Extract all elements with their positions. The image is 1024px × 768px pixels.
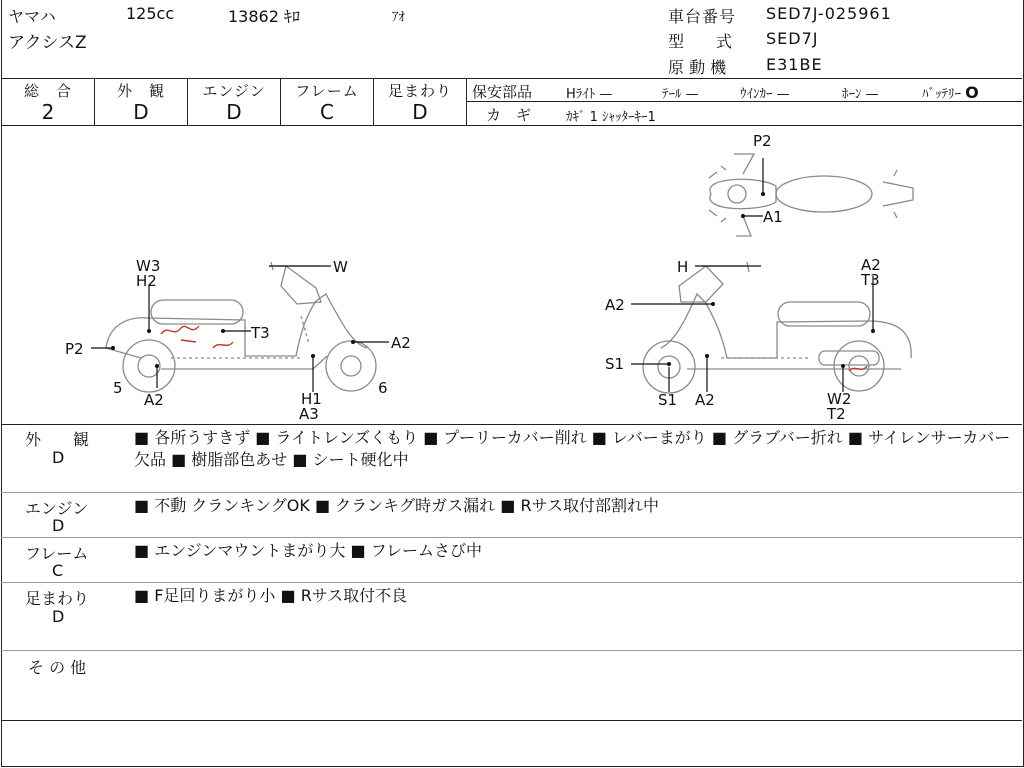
safety-label: 保安部品 xyxy=(472,83,533,101)
label-top-a1: A1 xyxy=(763,208,783,226)
divider xyxy=(1,424,1022,425)
model-name: アクシスZ xyxy=(8,33,87,53)
suspension-grade-label: 足まわり xyxy=(387,82,452,100)
mileage-value: 13862 xyxy=(228,7,279,26)
top-view-body xyxy=(776,176,872,212)
engine-grade: D xyxy=(226,100,242,124)
battery-value: O xyxy=(965,83,979,102)
label-left-5: 5 xyxy=(113,379,123,397)
label-left-a2-right: A2 xyxy=(391,334,411,352)
type-value: SED7J xyxy=(766,29,819,48)
divider xyxy=(1,78,1022,79)
taillight-label: ﾃｰﾙ xyxy=(662,87,682,102)
label-right-s1-bottom: S1 xyxy=(658,391,678,409)
headlight-label: Hﾗｲﾄ xyxy=(566,87,596,102)
winker xyxy=(740,83,790,102)
note-frame-label: フレーム xyxy=(25,544,89,563)
note-exterior-grade: D xyxy=(52,448,65,467)
note-other-label: そ の 他 xyxy=(28,658,87,677)
label-right-t3: T3 xyxy=(861,271,880,289)
displacement: 125cc xyxy=(126,4,175,23)
label-right-a2-bottom: A2 xyxy=(695,391,715,409)
label-right-a2-left: A2 xyxy=(605,296,625,314)
label-right-w2: W2 xyxy=(827,390,852,408)
chassis-value: SED7J-025961 xyxy=(766,4,892,23)
label-right-t2: T2 xyxy=(827,405,846,423)
left-front-wheel xyxy=(326,341,376,391)
note-engine-grade: D xyxy=(52,516,65,535)
winker-value: — xyxy=(776,87,790,102)
label-top-p2: P2 xyxy=(753,132,772,150)
exterior-grade: D xyxy=(133,100,149,124)
exterior-grade-label: 外 観 xyxy=(116,82,165,100)
label-right-h: H xyxy=(677,258,689,276)
taillight-value: — xyxy=(685,87,699,102)
divider xyxy=(1,492,1022,493)
suspension-grade: D xyxy=(412,100,428,124)
label-left-a2-bottom: A2 xyxy=(144,391,164,409)
note-frame-text: ■ エンジンマウントまがり大 ■ フレームさび中 xyxy=(134,541,483,560)
mileage-unit: ｷﾛ xyxy=(284,7,301,26)
note-engine-label: エンジン xyxy=(25,499,89,518)
left-rear-wheel xyxy=(123,340,175,392)
type-label: 型 式 xyxy=(668,32,733,51)
mileage xyxy=(228,4,300,27)
battery xyxy=(922,83,979,102)
horn-label: ﾎｰﾝ xyxy=(842,87,862,102)
horn xyxy=(842,83,879,102)
engine-grade-label: エンジン xyxy=(202,82,266,100)
note-suspension-label: 足まわり xyxy=(25,589,90,608)
divider xyxy=(1,582,1022,583)
maker: ヤマハ xyxy=(8,7,56,26)
divider xyxy=(466,78,467,125)
damage-diagram xyxy=(1,126,1023,424)
frame-grade: C xyxy=(320,100,334,124)
note-suspension-text: ■ F足回りまがり小 ■ Rサス取付不良 xyxy=(134,586,408,605)
label-left-h1: H1 xyxy=(301,390,322,408)
label-left-t3: T3 xyxy=(251,324,270,342)
taillight xyxy=(662,83,699,102)
headlight xyxy=(566,83,612,102)
divider xyxy=(1,537,1022,538)
battery-label: ﾊﾞｯﾃﾘｰ xyxy=(922,87,961,102)
overall-grade-label: 総 合 xyxy=(23,82,72,100)
label-left-6: 6 xyxy=(378,379,388,397)
divider xyxy=(1,720,1022,721)
frame-grade-label: フレーム xyxy=(295,82,359,100)
label-left-a3: A3 xyxy=(299,405,319,423)
key-value: ｶｷﾞ 1 ｼｬｯﾀｰｷｰ1 xyxy=(566,110,656,125)
winker-label: ｳｲﾝｶｰ xyxy=(740,87,773,102)
chassis-label: 車台番号 xyxy=(668,7,737,26)
note-exterior-label: 外 観 xyxy=(25,430,90,449)
note-suspension-grade: D xyxy=(52,607,65,626)
label-left-p2: P2 xyxy=(65,340,84,358)
divider xyxy=(1,650,1022,651)
label-left-w3: W3 xyxy=(136,257,161,275)
engine-model-value: E31BE xyxy=(766,55,823,74)
note-frame-grade: C xyxy=(52,561,64,580)
label-left-h2: H2 xyxy=(136,272,157,290)
key-label: カ ギ xyxy=(486,106,532,124)
label-right-s1-left: S1 xyxy=(605,355,625,373)
note-engine-text: ■ 不動 クランキングOK ■ クランキグ時ガス漏れ ■ Rサス取付部割れ中 xyxy=(134,496,659,515)
headlight-value: — xyxy=(599,87,613,102)
horn-value: — xyxy=(865,87,879,102)
engine-model-label: 原 動 機 xyxy=(668,58,727,77)
color: ｱｵ xyxy=(392,10,405,25)
label-right-a2-top: A2 xyxy=(861,256,881,274)
note-exterior-text: ■ 各所うすきず ■ ライトレンズくもり ■ プーリーカバー削れ ■ レバーまがり ■ グラブバー折れ ■ サイレンサーカバー欠品 ■ 樹脂部色あせ ■ シート硬化中 xyxy=(134,428,1011,469)
label-left-w: W xyxy=(333,258,348,276)
overall-grade: 2 xyxy=(41,100,55,124)
